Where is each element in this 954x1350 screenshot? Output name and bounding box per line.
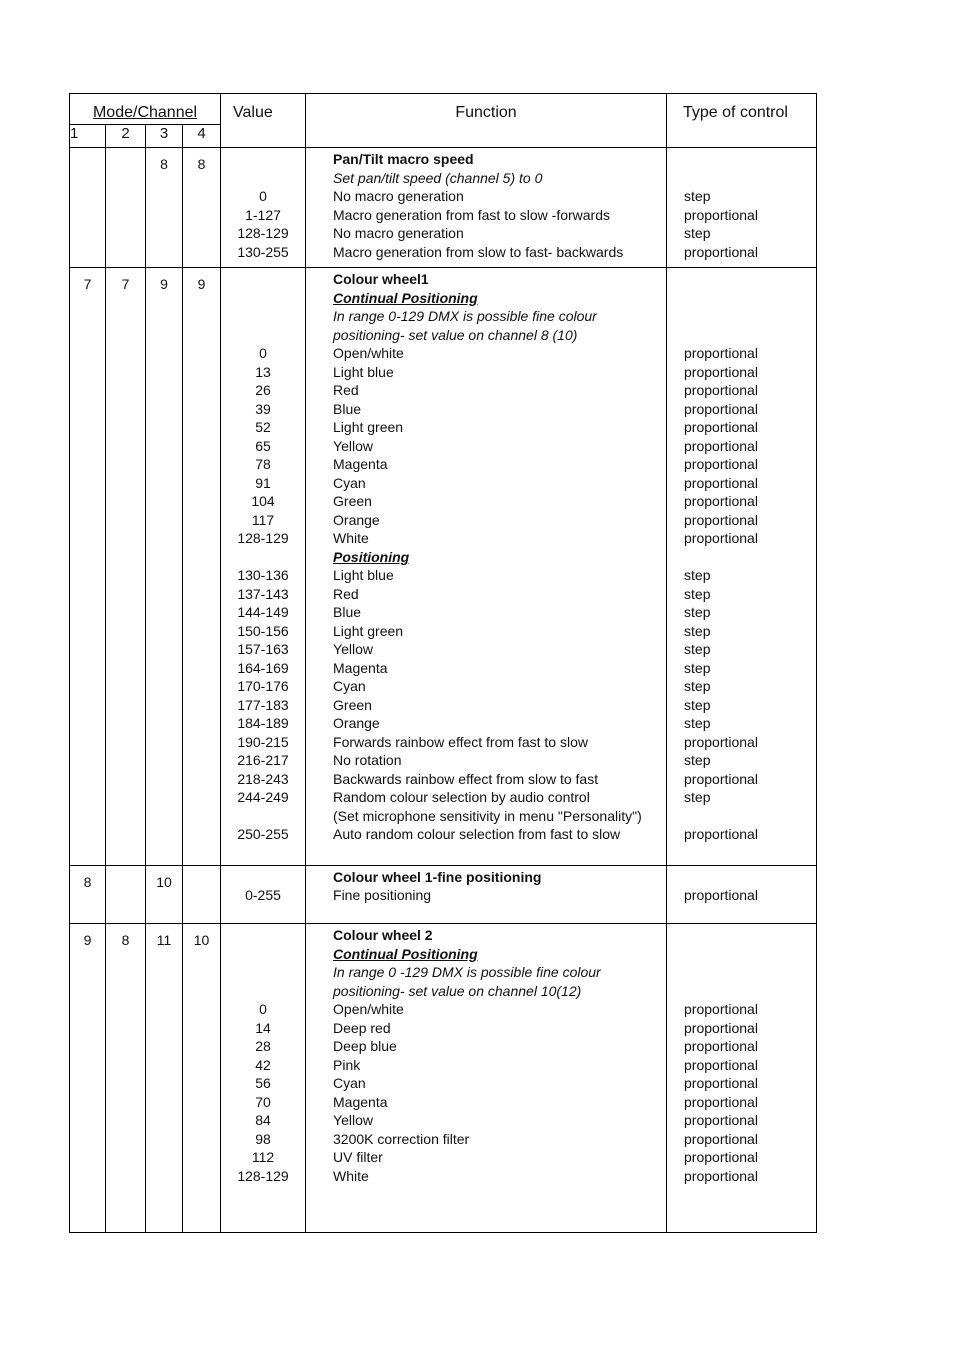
value-line: 144-149 <box>237 604 289 621</box>
function-line: Green <box>333 696 372 713</box>
section-row <box>70 148 817 268</box>
function-line: positioning- set value on channel 10(12) <box>333 982 582 999</box>
function-line: In range 0 -129 DMX is possible fine colour <box>333 964 601 981</box>
value-line: 218-243 <box>237 770 289 787</box>
value-line <box>221 150 305 169</box>
section-row <box>70 924 817 1233</box>
value-line: 104 <box>251 493 275 510</box>
value-line: 112 <box>251 1149 275 1166</box>
function-line: White <box>333 1167 369 1184</box>
function-line: Deep blue <box>333 1038 397 1055</box>
function-cell <box>306 268 667 866</box>
function-label: Function <box>455 104 517 121</box>
function-line: Red <box>333 585 359 602</box>
type-line <box>684 807 816 826</box>
function-line: Colour wheel 1-fine positioning <box>333 868 542 885</box>
section-row <box>70 268 817 866</box>
value-line: 184-189 <box>237 715 289 732</box>
value-line: 128-129 <box>237 1167 289 1184</box>
type-line: proportional <box>684 1056 758 1073</box>
type-cell <box>667 865 817 923</box>
function-line: Magenta <box>333 1093 388 1110</box>
value-line: 244-249 <box>237 789 289 806</box>
type-line: proportional <box>684 474 758 491</box>
function-line: Cyan <box>333 474 366 491</box>
type-line <box>684 169 816 188</box>
type-line: proportional <box>684 363 758 380</box>
type-line: proportional <box>684 1093 758 1110</box>
type-line: proportional <box>684 1019 758 1036</box>
function-cell <box>306 865 667 923</box>
function-line: UV filter <box>333 1149 383 1166</box>
value-line: 130-136 <box>237 567 289 584</box>
function-line: Colour wheel1 <box>333 271 429 288</box>
function-line: Backwards rainbow effect from slow to fast <box>333 770 599 787</box>
function-line: Light green <box>333 419 404 436</box>
function-line: Cyan <box>333 1075 366 1092</box>
value-line <box>221 307 305 326</box>
type-line: step <box>684 789 711 806</box>
value-line: 14 <box>255 1019 271 1036</box>
section-row <box>70 865 817 923</box>
function-line: Orange <box>333 511 380 528</box>
function-cell <box>306 148 667 268</box>
function-line: Positioning <box>333 548 410 565</box>
type-line <box>684 963 816 982</box>
type-line: proportional <box>684 733 758 750</box>
value-line: 65 <box>255 437 271 454</box>
function-line: Magenta <box>333 659 388 676</box>
value-line: 216-217 <box>237 752 289 769</box>
type-line: proportional <box>684 419 758 436</box>
type-line: proportional <box>684 1130 758 1147</box>
value-line: 137-143 <box>237 585 289 602</box>
type-line: proportional <box>684 400 758 417</box>
type-line: proportional <box>684 530 758 547</box>
value-line: 0 <box>259 345 267 362</box>
channel-cell-mode-1: 8 <box>70 865 106 923</box>
type-line: proportional <box>684 456 758 473</box>
function-line: (Set microphone sensitivity in menu "Personality") <box>333 807 642 824</box>
value-line: 250-255 <box>237 826 289 843</box>
value-line: 170-176 <box>237 678 289 695</box>
value-line: 52 <box>255 419 271 436</box>
function-line: No macro generation <box>333 188 464 204</box>
function-header <box>306 94 667 148</box>
function-line: No macro generation <box>333 225 464 241</box>
channel-cell-mode-1 <box>70 148 106 268</box>
function-line: Blue <box>333 400 362 417</box>
value-line <box>221 270 305 289</box>
value-line: 0 <box>259 1001 267 1018</box>
value-cell <box>221 924 306 1233</box>
type-line: step <box>684 225 711 241</box>
dmx-channel-table <box>69 93 817 1233</box>
value-line: 0 <box>259 188 267 204</box>
function-line: Forwards rainbow effect from fast to slow <box>333 733 588 750</box>
type-line <box>684 982 816 1001</box>
value-line: 177-183 <box>237 696 289 713</box>
function-line: Auto random colour selection from fast to slow <box>333 826 621 843</box>
function-line: Yellow <box>333 437 373 454</box>
mode-number-4: 4 <box>183 125 221 148</box>
value-line <box>221 963 305 982</box>
value-line <box>221 926 305 945</box>
type-line: proportional <box>684 1038 758 1055</box>
function-line: Magenta <box>333 456 388 473</box>
function-line: Continual Positioning <box>333 945 478 962</box>
channel-cell-mode-4 <box>183 865 221 923</box>
type-cell <box>667 148 817 268</box>
value-line <box>221 326 305 345</box>
function-line: Yellow <box>333 641 373 658</box>
value-line: 128-129 <box>237 530 289 547</box>
function-line: 3200K correction filter <box>333 1130 470 1147</box>
value-line: 190-215 <box>237 733 289 750</box>
type-line: proportional <box>684 511 758 528</box>
value-cell <box>221 148 306 268</box>
value-line: 130-255 <box>237 243 289 260</box>
type-line <box>684 150 816 169</box>
type-line: step <box>684 696 711 713</box>
value-cell <box>221 865 306 923</box>
value-line: 128-129 <box>237 225 289 241</box>
value-line: 28 <box>255 1038 271 1055</box>
mode-number-3: 3 <box>146 125 183 148</box>
value-label: Value <box>233 104 273 121</box>
type-cell <box>667 268 817 866</box>
channel-cell-mode-4: 10 <box>183 924 221 1233</box>
type-line: proportional <box>684 437 758 454</box>
type-line: proportional <box>684 1112 758 1129</box>
type-line: proportional <box>684 493 758 510</box>
function-cell <box>306 924 667 1233</box>
type-line <box>684 945 816 964</box>
value-line: 70 <box>255 1093 271 1110</box>
value-line <box>221 868 305 887</box>
mode-channel-header <box>70 94 221 125</box>
channel-cell-mode-3: 10 <box>146 865 183 923</box>
value-line: 56 <box>255 1075 271 1092</box>
type-line <box>684 548 816 567</box>
table-body <box>70 148 817 1233</box>
function-line: Pink <box>333 1056 361 1073</box>
function-line: Orange <box>333 715 380 732</box>
function-line: Light green <box>333 622 404 639</box>
type-line <box>684 270 816 289</box>
value-line <box>221 807 305 826</box>
function-line: In range 0-129 DMX is possible fine colour <box>333 308 597 325</box>
channel-cell-mode-3: 8 <box>146 148 183 268</box>
type-line: proportional <box>684 243 758 260</box>
value-line: 1-127 <box>245 206 281 223</box>
type-line: proportional <box>684 345 758 362</box>
channel-cell-mode-4: 8 <box>183 148 221 268</box>
channel-cell-mode-2: 8 <box>106 924 146 1233</box>
function-line: Cyan <box>333 678 366 695</box>
function-line: Macro generation from fast to slow -forwards <box>333 206 611 223</box>
value-line: 150-156 <box>237 622 289 639</box>
type-line: step <box>684 188 711 204</box>
type-cell <box>667 924 817 1233</box>
type-line <box>684 326 816 345</box>
value-line: 84 <box>255 1112 271 1129</box>
function-line: White <box>333 530 369 547</box>
type-line: proportional <box>684 1149 758 1166</box>
type-line: step <box>684 585 711 602</box>
value-line: 26 <box>255 382 271 399</box>
header-row <box>70 94 817 125</box>
function-line: Random colour selection by audio control <box>333 789 590 806</box>
mode-number-1: 1 <box>70 125 106 148</box>
channel-cell-mode-1: 9 <box>70 924 106 1233</box>
function-line: Green <box>333 493 372 510</box>
value-line: 98 <box>255 1130 271 1147</box>
function-line: Deep red <box>333 1019 391 1036</box>
value-line <box>221 982 305 1001</box>
value-line: 39 <box>255 400 271 417</box>
value-line: 157-163 <box>237 641 289 658</box>
type-line: step <box>684 567 711 584</box>
type-line: proportional <box>684 382 758 399</box>
value-line: 0-255 <box>245 887 281 904</box>
value-line: 78 <box>255 456 271 473</box>
value-line <box>221 548 305 567</box>
function-line: Light blue <box>333 363 394 380</box>
type-line <box>684 926 816 945</box>
channel-cell-mode-2: 7 <box>106 268 146 866</box>
value-line: 117 <box>251 511 275 528</box>
type-line: proportional <box>684 1167 758 1184</box>
value-line <box>221 289 305 308</box>
type-line: proportional <box>684 826 758 843</box>
channel-cell-mode-3: 11 <box>146 924 183 1233</box>
function-line: Yellow <box>333 1112 373 1129</box>
value-header <box>221 94 306 148</box>
function-line: Continual Positioning <box>333 289 478 306</box>
value-line: 164-169 <box>237 659 289 676</box>
type-line: step <box>684 604 711 621</box>
function-line: Open/white <box>333 345 404 362</box>
function-line: No rotation <box>333 752 402 769</box>
type-line: proportional <box>684 1001 758 1018</box>
channel-cell-mode-4: 9 <box>183 268 221 866</box>
type-line: step <box>684 678 711 695</box>
type-line: proportional <box>684 887 758 904</box>
type-line: step <box>684 641 711 658</box>
function-line: positioning- set value on channel 8 (10) <box>333 326 578 343</box>
channel-cell-mode-1: 7 <box>70 268 106 866</box>
channel-cell-mode-2 <box>106 865 146 923</box>
type-line <box>684 307 816 326</box>
function-line: Light blue <box>333 567 394 584</box>
function-line: Set pan/tilt speed (channel 5) to 0 <box>333 169 543 186</box>
value-line <box>221 169 305 188</box>
function-line: Pan/Tilt macro speed <box>333 151 474 167</box>
value-line <box>221 945 305 964</box>
function-line: Blue <box>333 604 362 621</box>
function-line: Macro generation from slow to fast- backwards <box>333 243 624 260</box>
type-line: step <box>684 752 711 769</box>
type-line: proportional <box>684 770 758 787</box>
channel-cell-mode-3: 9 <box>146 268 183 866</box>
value-cell <box>221 268 306 866</box>
mode-channel-label: Mode/Channel <box>92 104 198 121</box>
type-line: proportional <box>684 1075 758 1092</box>
value-line: 13 <box>255 363 271 380</box>
type-line <box>684 868 816 887</box>
mode-number-2: 2 <box>106 125 146 148</box>
type-line: proportional <box>684 206 758 223</box>
value-line: 42 <box>255 1056 271 1073</box>
type-line: step <box>684 715 711 732</box>
type-line: step <box>684 622 711 639</box>
type-label: Type of control <box>683 104 788 121</box>
type-line <box>684 289 816 308</box>
function-line: Fine positioning <box>333 887 432 904</box>
channel-cell-mode-2 <box>106 148 146 268</box>
function-line: Colour wheel 2 <box>333 927 433 944</box>
value-line: 91 <box>255 474 271 491</box>
function-line: Open/white <box>333 1001 404 1018</box>
function-line: Red <box>333 382 359 399</box>
type-header <box>667 94 817 148</box>
type-line: step <box>684 659 711 676</box>
